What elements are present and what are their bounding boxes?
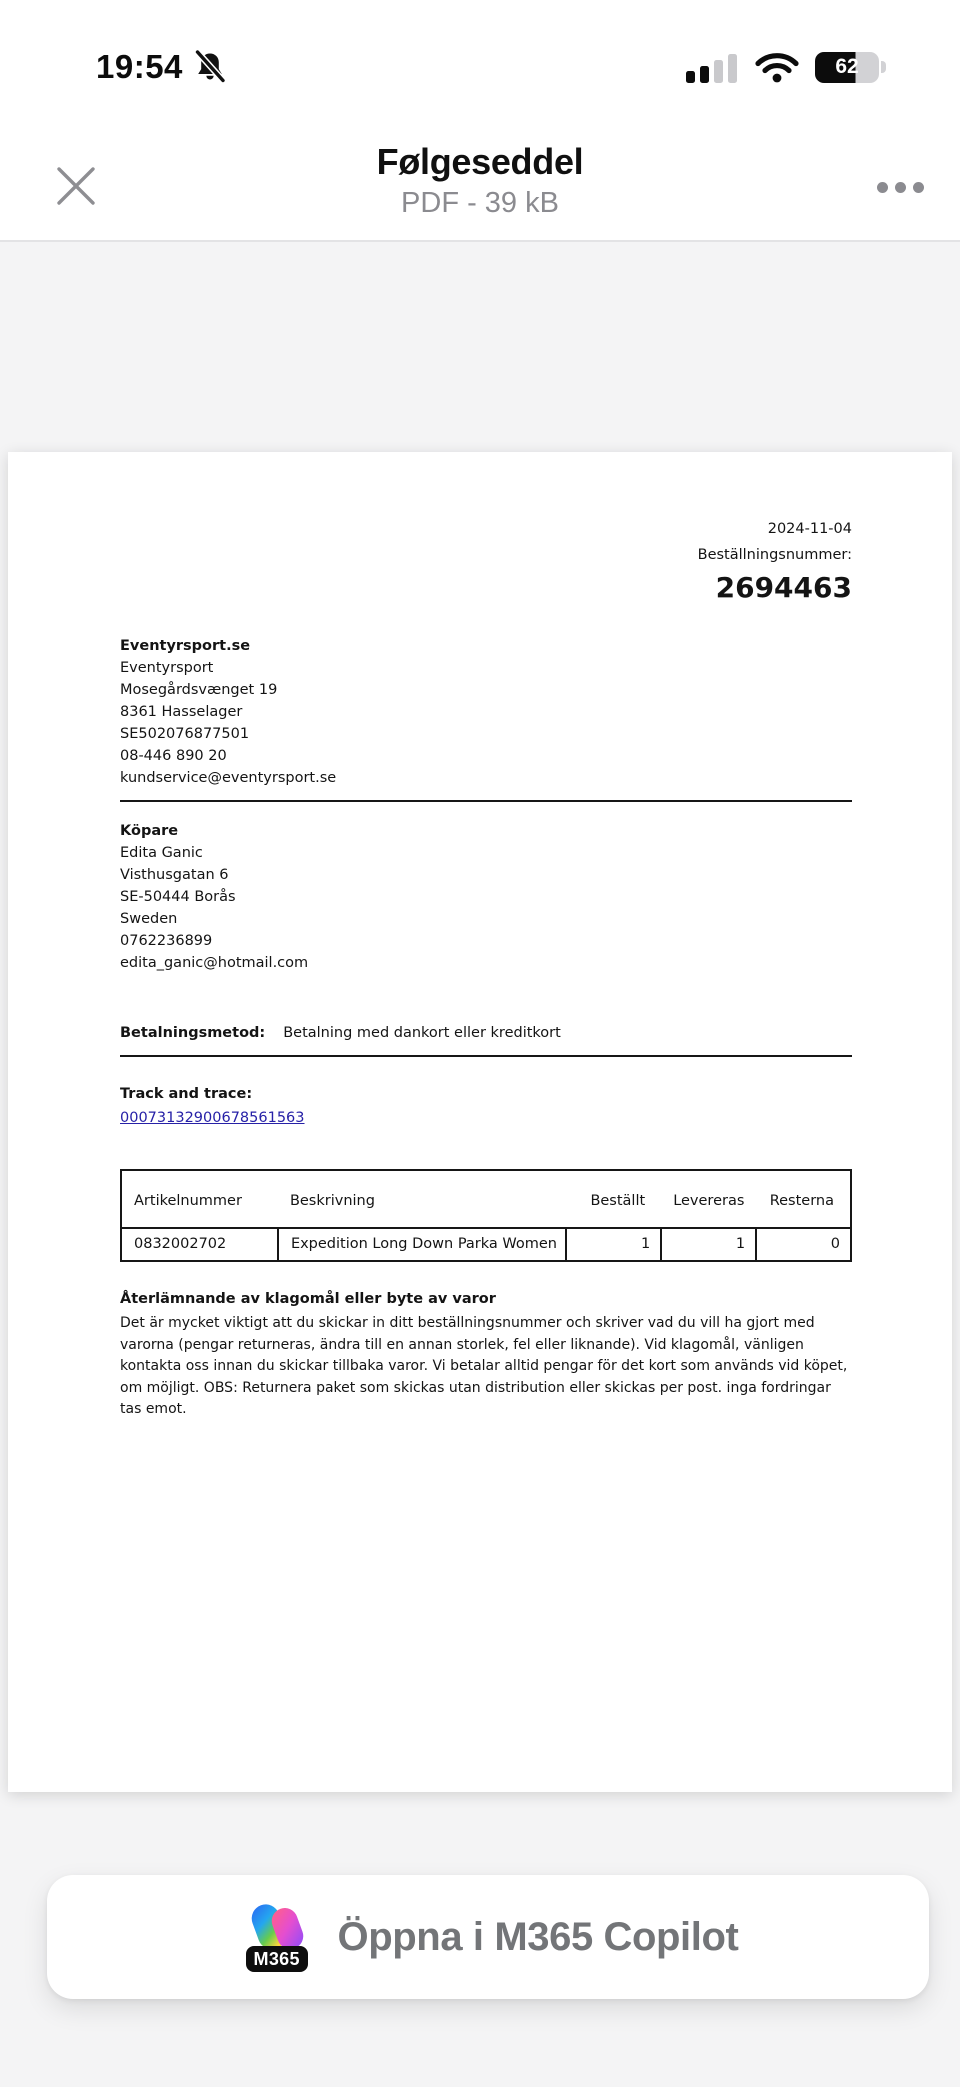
seller-line: SE502076877501 <box>120 726 250 742</box>
seller-line: 8361 Hasselager <box>120 704 243 720</box>
wifi-icon <box>754 50 800 84</box>
pdf-viewer-scroll-area[interactable] <box>0 242 960 2087</box>
item-delivered-cell: 1 <box>661 1228 756 1261</box>
returns-body: Det är mycket viktigt att du skickar in ditt beställningsnummer och skriver vad du vill ha gjort med varorna (pengar returneras, ändra till en annan storlek, fel eller liknande). Vid klagomål, vänligen kontakta oss innan du skickar tillbaka varor. Vi betalar alltid pengar för det kort som används vid köpet, om möjligt. OBS: Returnera paket som skickas utan distribution eller skickas per post. inga fordringar tas emot. <box>120 1315 848 1417</box>
seller-title: Eventyrsport.se <box>120 638 251 654</box>
buyer-line: Sweden <box>120 911 178 927</box>
track-and-trace-label: Track and trace: <box>120 1086 253 1102</box>
close-button[interactable] <box>50 158 102 214</box>
items-table <box>120 1169 852 1262</box>
buyer-line: SE-50444 Borås <box>120 889 236 905</box>
item-remaining-cell: 0 <box>756 1228 851 1261</box>
column-header: Levereras <box>673 1193 745 1209</box>
column-header: Resterna <box>769 1193 834 1209</box>
seller-line: Eventyrsport <box>120 660 214 676</box>
order-number-label: Beställningsnummer: <box>697 547 852 563</box>
more-options-button[interactable] <box>871 172 930 203</box>
returns-heading: Återlämnande av klagomål eller byte av varor <box>120 1291 496 1307</box>
m365-copilot-icon <box>238 1898 316 1976</box>
column-header: Artikelnummer <box>134 1193 242 1209</box>
close-icon <box>53 163 99 209</box>
seller-line: 08-446 890 20 <box>120 748 227 764</box>
file-meta: PDF - 39 kB <box>401 187 559 219</box>
bell-muted-icon <box>193 50 227 84</box>
page-title: Følgeseddel <box>376 141 584 182</box>
buyer-title: Köpare <box>120 823 179 839</box>
table-row <box>121 1228 851 1261</box>
order-date: 2024-11-04 <box>767 521 852 537</box>
battery-icon <box>815 52 886 83</box>
column-header: Beställt <box>590 1193 646 1209</box>
buyer-line: edita_ganic@hotmail.com <box>120 955 309 971</box>
divider <box>120 800 852 802</box>
status-bar <box>0 36 960 98</box>
column-header: Beskrivning <box>289 1193 375 1209</box>
document-titlebar <box>170 142 790 219</box>
track-and-trace-section <box>120 1083 852 1129</box>
open-in-m365-copilot-button[interactable] <box>47 1875 929 1999</box>
order-header <box>120 518 852 605</box>
item-ordered-cell: 1 <box>566 1228 661 1261</box>
payment-method-value: Betalning med dankort eller kreditkort <box>283 1025 561 1041</box>
table-header-row <box>121 1170 851 1228</box>
seller-line: kundservice@eventyrsport.se <box>120 770 337 786</box>
payment-method-row <box>120 1022 852 1044</box>
payment-method-label: Betalningsmetod: <box>120 1025 266 1041</box>
battery-percent: 62 <box>835 55 859 78</box>
app-header <box>0 0 960 242</box>
clock: 19:54 <box>96 48 183 85</box>
order-number: 2694463 <box>715 571 852 604</box>
item-number-cell: 0832002702 <box>121 1228 278 1261</box>
pdf-page <box>8 452 952 1792</box>
item-description-cell: Expedition Long Down Parka Women <box>278 1228 566 1261</box>
buyer-line: Edita Ganic <box>120 845 203 861</box>
cellular-signal-icon <box>686 51 739 84</box>
buyer-line: 0762236899 <box>120 933 213 949</box>
seller-section <box>120 635 852 789</box>
seller-line: Mosegårdsvænget 19 <box>120 682 278 698</box>
divider <box>120 1055 852 1057</box>
buyer-section <box>120 820 852 974</box>
m365-badge: M365 <box>246 1946 308 1972</box>
tracking-number-link[interactable]: 00073132900678561563 <box>120 1110 305 1126</box>
open-in-m365-copilot-label: Öppna i M365 Copilot <box>337 1914 739 1959</box>
ellipsis-icon <box>877 182 888 193</box>
buyer-line: Visthusgatan 6 <box>120 867 229 883</box>
